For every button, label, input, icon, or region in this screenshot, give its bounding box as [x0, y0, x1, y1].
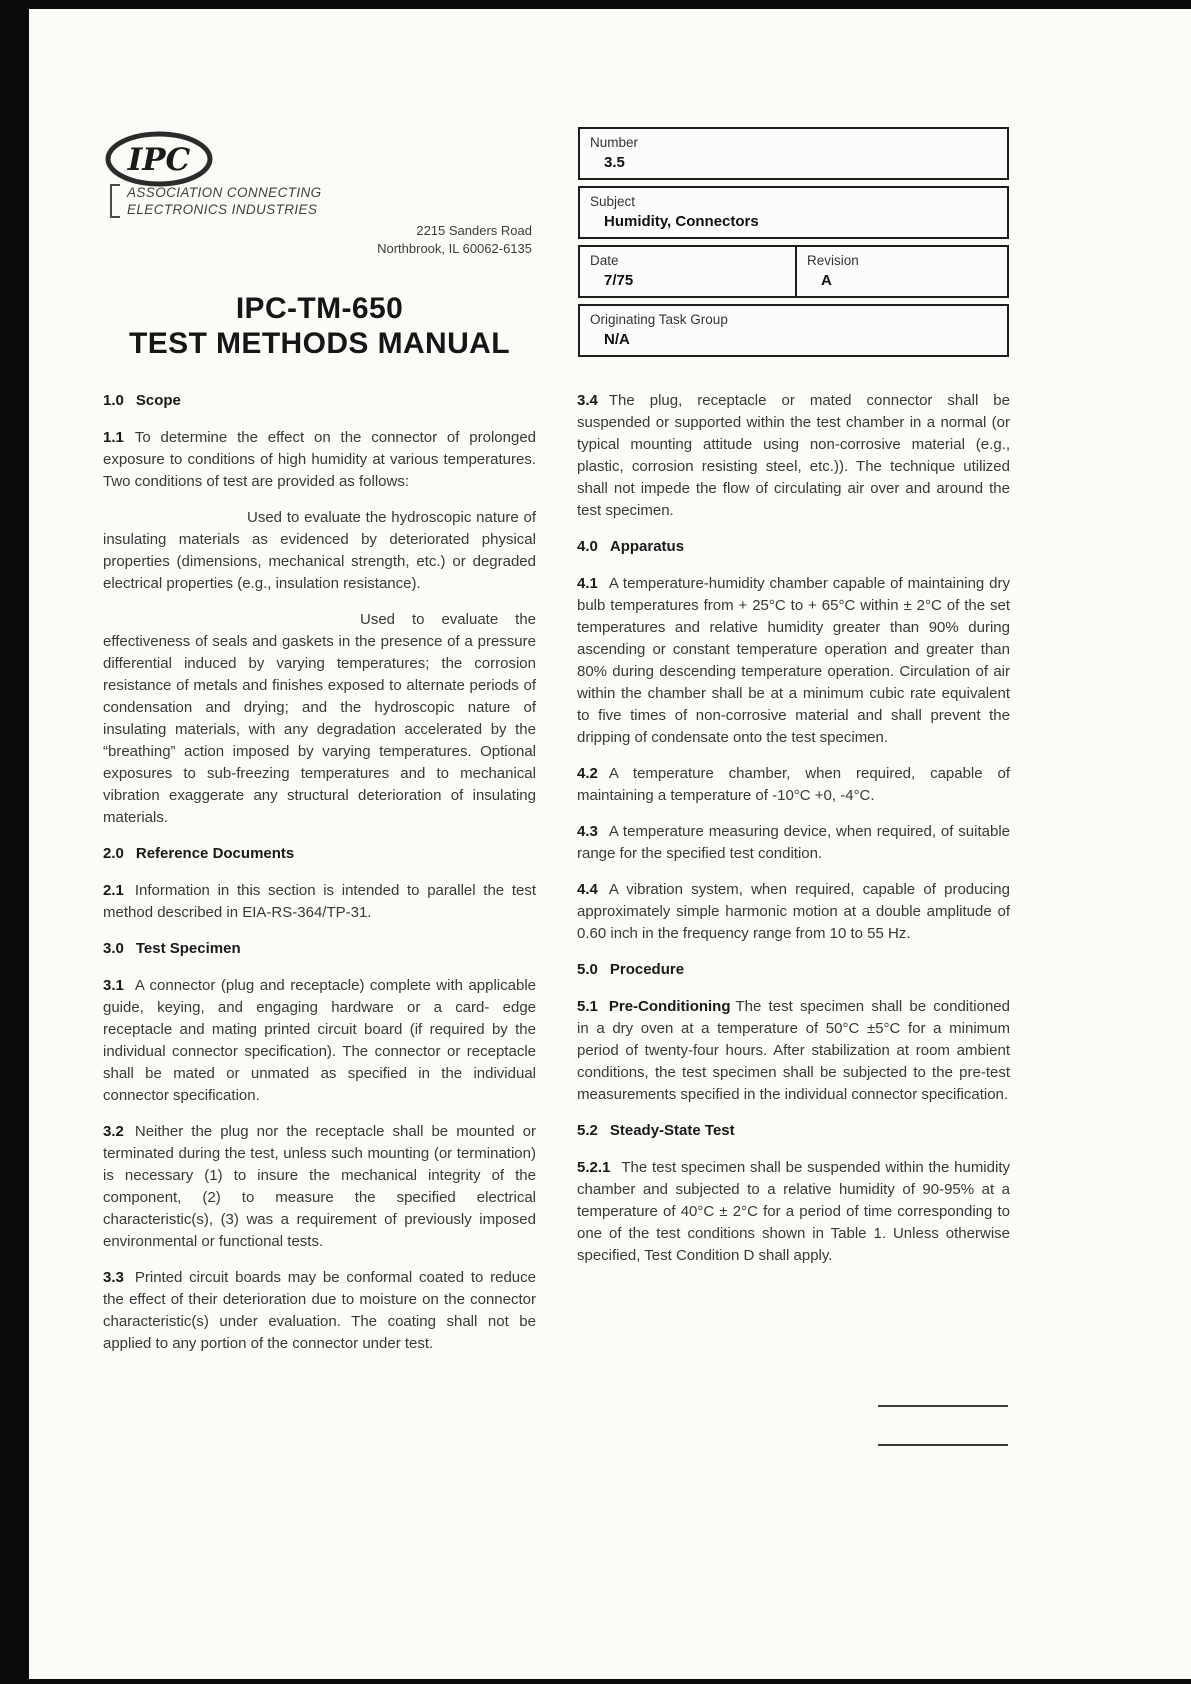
- task-group-cell: [578, 304, 1009, 357]
- section-number: 3.1: [103, 977, 124, 994]
- section-number: 4.2: [577, 765, 598, 782]
- section-heading: 5.2 Steady-State Test: [577, 1122, 735, 1139]
- section-heading: 4.0 Apparatus: [577, 538, 685, 555]
- scan-edge-left: [0, 0, 29, 1684]
- paragraph: 5.2.1 The test specimen shall be suspended within the humidity chamber and subjected to a relative humidity of 90-95% at a temperature of 40°C ± 2°C for a period of time corresponding to one of the test conditions shown in Table 1. Unless otherwise specified, Test Condition D shall apply.: [577, 1159, 1010, 1264]
- section-number: 1.1: [103, 429, 124, 446]
- tagline-line1: ASSOCIATION CONNECTING: [127, 185, 322, 200]
- section-number: 3.3: [103, 1269, 124, 1286]
- column-left: [103, 390, 536, 1369]
- paragraph: 5.1 Pre-Conditioning The test specimen shall be conditioned in a dry oven at a temperature of 50°C ±5°C for a minimum period of twenty-four hours. After stabilization at room ambient conditions, the test specimen shall be subjected to the pre-test measurements specified in the individual connector specification.: [577, 998, 1010, 1103]
- section-number: 4.1: [577, 575, 598, 592]
- number-cell: [578, 127, 1009, 180]
- section-heading: 1.0 Scope: [103, 392, 181, 409]
- title-line2: TEST METHODS MANUAL: [129, 327, 510, 360]
- ipc-logo-icon: [103, 130, 215, 188]
- column-right: [577, 390, 1010, 1281]
- section-heading: 2.0 Reference Documents: [103, 845, 295, 862]
- number-value: 3.5: [604, 154, 625, 171]
- revision-value: A: [821, 272, 832, 289]
- section-number: 5.0: [577, 961, 598, 978]
- title-line1: IPC-TM-650: [235, 292, 404, 325]
- section-number: 3.4: [577, 392, 598, 409]
- paragraph: Used to evaluate the hydroscopic nature of insulating materials as evidenced by deteriorated physical properties (dimensions, mechanical strength, etc.) or degraded electrical properties (e.g., insulation resistance).: [103, 509, 536, 592]
- task-group-label: Originating Task Group: [590, 312, 728, 327]
- section-heading: 3.0 Test Specimen: [103, 940, 241, 957]
- paragraph: 4.2 A temperature chamber, when required, capable of maintaining a temperature of -10°C +0, -4°C.: [577, 765, 1010, 804]
- section-number: 2.0: [103, 845, 124, 862]
- subject-label: Subject: [590, 194, 636, 209]
- address-line2: Northbrook, IL 60062-6135: [377, 241, 532, 256]
- document-title: [103, 291, 536, 361]
- paragraph: 4.4 A vibration system, when required, capable of producing approximately simple harmonic motion at a double amplitude of 0.60 inch in the frequency range from 10 to 55 Hz.: [577, 881, 1010, 942]
- date-cell: [578, 245, 795, 298]
- section-number: 4.0: [577, 538, 598, 555]
- paragraph: 1.1 To determine the effect on the connector of prolonged exposure to conditions of high humidity at various temperatures. Two conditions of test are provided as follows:: [103, 429, 536, 490]
- ipc-logo-text: IPC: [127, 142, 191, 178]
- logo-tagline: [110, 184, 322, 218]
- address-block: [300, 222, 532, 258]
- number-label: Number: [590, 135, 639, 150]
- revision-label: Revision: [807, 253, 859, 268]
- section-number: 2.1: [103, 882, 124, 899]
- paragraph: 3.4 The plug, receptacle or mated connector shall be suspended or supported within the test chamber in a normal (or typical mounting attitude using non-corrosive material (e.g., plastic, corrosion resisting steel, etc.)). The technique utilized shall not impede the flow of circulating air over and around the test specimen.: [577, 392, 1010, 519]
- paragraph: 3.1 A connector (plug and receptacle) complete with applicable guide, keying, and engaging hardware or a card- edge receptacle and mating printed circuit board (if required by the individual connector specification). The connector or receptacle shall be mated or unmated as specified in the individual connector specification.: [103, 977, 536, 1104]
- section-number: 1.0: [103, 392, 124, 409]
- address-line1: 2215 Sanders Road: [416, 223, 532, 238]
- revision-cell: [795, 245, 1009, 298]
- paragraph: 3.3 Printed circuit boards may be conformal coated to reduce the effect of their deterioration due to moisture on the connector characteristic(s) under evaluation. The coating shall not be applied to any portion of the connector under test.: [103, 1269, 536, 1352]
- section-number: 5.2: [577, 1122, 598, 1139]
- date-revision-row: [578, 245, 1009, 298]
- subject-value: Humidity, Connectors: [604, 213, 759, 230]
- section-number: 3.2: [103, 1123, 124, 1140]
- scan-edge-top: [0, 0, 1191, 9]
- section-heading: 5.0 Procedure: [577, 961, 685, 978]
- section-number: 4.4: [577, 881, 598, 898]
- subject-cell: [578, 186, 1009, 239]
- paragraph: 2.1 Information in this section is intended to parallel the test method described in EIA-RS-364/TP-31.: [103, 882, 536, 921]
- scan-edge-bottom: [0, 1679, 1191, 1684]
- section-number: 5.2.1: [577, 1159, 611, 1176]
- task-group-value: N/A: [604, 331, 630, 348]
- paragraph: 4.3 A temperature measuring device, when required, of suitable range for the specified test condition.: [577, 823, 1010, 862]
- bottom-rule-2: [878, 1444, 1008, 1446]
- date-value: 7/75: [604, 272, 634, 289]
- bracket-icon: [110, 184, 120, 218]
- paragraph: Used to evaluate the effectiveness of seals and gaskets in the presence of a pressure differential induced by varying temperatures; the corrosion resistance of metals and finishes exposed to alternate periods of condensation and drying; and the hydroscopic nature of insulating materials, with any degradation accelerated by the “breathing” action imposed by varying temperatures. Optional exposures to sub-freezing temperatures and to mechanical vibration exaggerate any structural deterioration of insulating materials.: [103, 611, 536, 826]
- paragraph-bold-label: Pre-Conditioning: [608, 998, 731, 1015]
- date-label: Date: [590, 253, 619, 268]
- paragraph: 3.2 Neither the plug nor the receptacle shall be mounted or terminated during the test, unless such mounting (or termination) is necessary (1) to insure the mechanical integrity of the component, (2) to measure the specified electrical characteristic(s), (3) was a requirement of previously imposed environmental or functional tests.: [103, 1123, 536, 1250]
- section-number: 3.0: [103, 940, 124, 957]
- bottom-rule-1: [878, 1405, 1008, 1407]
- info-table: [578, 127, 1009, 357]
- section-number: 4.3: [577, 823, 598, 840]
- paragraph: 4.1 A temperature-humidity chamber capable of maintaining dry bulb temperatures from + 25°C to + 65°C within ± 2°C of the set temperatures and relative humidity greater than 90% during ascending or constant temperature operation and greater than 80% during descending temperature operation. Circulation of air within the chamber shall be at a minimum cubic rate equivalent to five times of non-corrosive material and shall prevent the dripping of condensate onto the test specimen.: [577, 575, 1010, 746]
- tagline-line2: ELECTRONICS INDUSTRIES: [127, 202, 318, 217]
- section-number: 5.1: [577, 998, 598, 1015]
